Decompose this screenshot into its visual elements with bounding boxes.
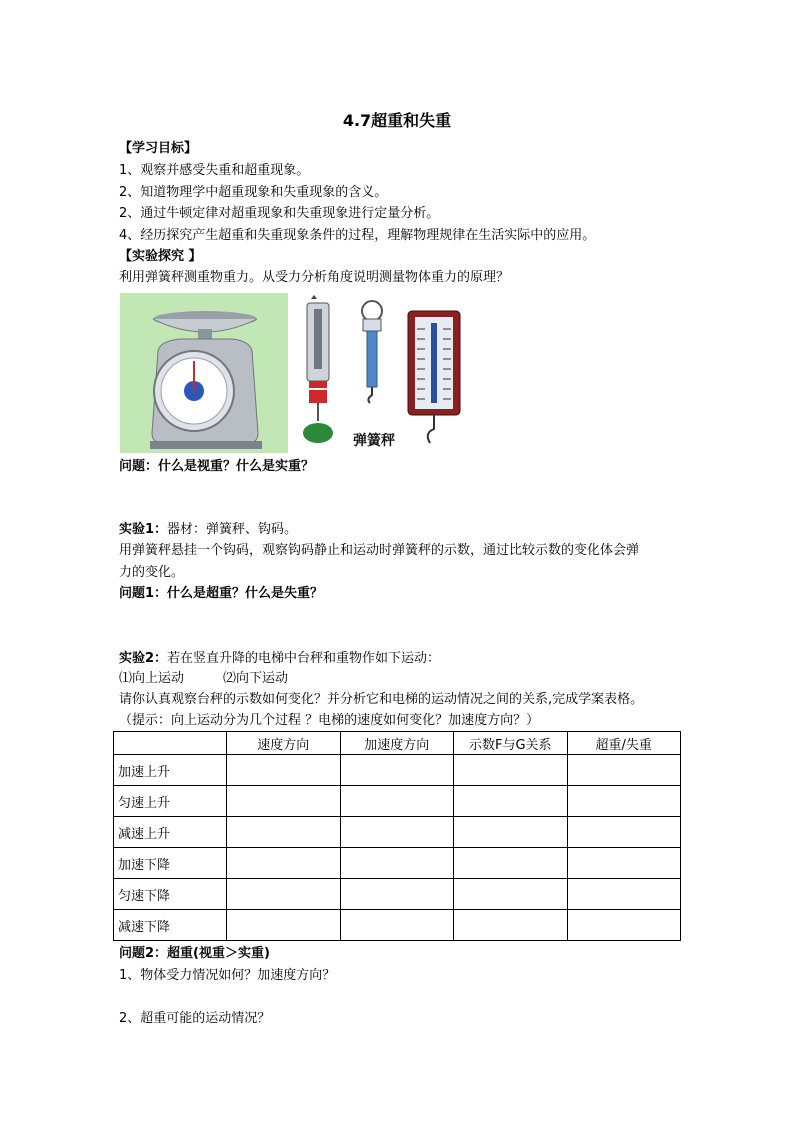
table-cell[interactable] [454, 817, 568, 848]
table-cell[interactable] [340, 879, 454, 910]
q2-item-1: 1、物体受力情况如何？加速度方向？ [119, 968, 336, 983]
motion-table [113, 731, 681, 941]
explore-question: 问题：什么是视重？什么是实重？ [119, 459, 315, 474]
q2-item-2: 2、超重可能的运动情况？ [119, 1011, 271, 1026]
exp2-line [119, 650, 440, 668]
goals-heading: 【学习目标】 [119, 141, 198, 156]
table-row [114, 755, 681, 786]
table-cell[interactable] [227, 910, 341, 941]
table-cell[interactable] [454, 848, 568, 879]
exp1-line [119, 521, 297, 539]
goal-item-3: 2、通过牛顿定律对超重现象和失重现象进行定量分析。 [119, 206, 440, 221]
row-label: 减速上升 [114, 817, 227, 848]
row-label: 加速下降 [114, 848, 227, 879]
question-2: 问题2：超重(视重＞实重) [119, 946, 270, 961]
table-cell[interactable] [567, 848, 681, 879]
table-cell[interactable] [340, 910, 454, 941]
explore-heading: 【实验探究 】 [119, 249, 202, 264]
table-cell[interactable] [454, 910, 568, 941]
table-row [114, 879, 681, 910]
table-cell[interactable] [340, 786, 454, 817]
row-label: 匀速下降 [114, 879, 227, 910]
table-cell[interactable] [340, 817, 454, 848]
goal-item-4: 4、经历探究产生超重和失重现象条件的过程，理解物理规律在生活实际中的应用。 [119, 228, 596, 243]
table-cell[interactable] [454, 879, 568, 910]
exp2-options: ⑴向上运动 ⑵向下运动 [119, 671, 289, 686]
goal-item-2: 2、知道物理学中超重现象和失重现象的含义。 [119, 185, 388, 200]
table-header [114, 732, 227, 755]
exp2-desc: 请你认真观察台秤的示数如何变化？并分析它和电梯的运动情况之间的关系,完成学案表格。 [119, 692, 644, 707]
table-row [114, 848, 681, 879]
exp2-text: 若在竖直升降的电梯中台秤和重物作如下运动： [167, 651, 441, 666]
table-cell[interactable] [567, 910, 681, 941]
table-row [114, 786, 681, 817]
table-cell[interactable] [454, 786, 568, 817]
table-cell[interactable] [227, 755, 341, 786]
figure-label: 弹簧秤 [353, 433, 395, 449]
row-label: 减速下降 [114, 910, 227, 941]
table-cell[interactable] [567, 879, 681, 910]
table-header: 速度方向 [227, 732, 341, 755]
exp1-desc-1: 用弹簧秤悬挂一个钩码，观察钩码静止和运动时弹簧秤的示数，通过比较示数的变化体会弹 [119, 543, 640, 558]
exp1-label: 实验1： [119, 522, 168, 537]
exp2-label: 实验2： [119, 651, 168, 666]
exp2-hint: （提示：向上运动分为几个过程 ？电梯的速度如何变化？加速度方向？） [119, 713, 540, 728]
table-cell[interactable] [567, 755, 681, 786]
table-cell[interactable] [340, 755, 454, 786]
page-title: 4.7超重和失重 [342, 111, 452, 130]
spring-scale-figure [120, 293, 480, 459]
table-header: 加速度方向 [340, 732, 454, 755]
table-cell[interactable] [227, 817, 341, 848]
row-label: 匀速上升 [114, 786, 227, 817]
spring-balance-1 [303, 295, 333, 443]
exp1-desc-2: 力的变化。 [119, 565, 185, 580]
table-cell[interactable] [340, 848, 454, 879]
table-cell[interactable] [567, 817, 681, 848]
spring-balance-3 [408, 311, 460, 443]
table-header: 超重/失重 [567, 732, 681, 755]
table-header: 示数F与G关系 [454, 732, 568, 755]
table-cell[interactable] [227, 786, 341, 817]
question-1: 问题1：什么是超重？什么是失重？ [119, 586, 324, 601]
goal-item-1: 1、观察并感受失重和超重现象。 [119, 163, 310, 178]
spring-balance-2 [362, 301, 382, 403]
table-header-row [114, 732, 681, 755]
row-label: 加速上升 [114, 755, 227, 786]
table-cell[interactable] [227, 879, 341, 910]
table-cell[interactable] [454, 755, 568, 786]
table-cell[interactable] [567, 786, 681, 817]
explore-intro: 利用弹簧秤测重物重力。从受力分析角度说明测量物体重力的原理？ [119, 270, 510, 285]
table-row [114, 817, 681, 848]
table-row [114, 910, 681, 941]
table-cell[interactable] [227, 848, 341, 879]
exp1-text: 器材：弹簧秤、钩码。 [167, 522, 298, 537]
